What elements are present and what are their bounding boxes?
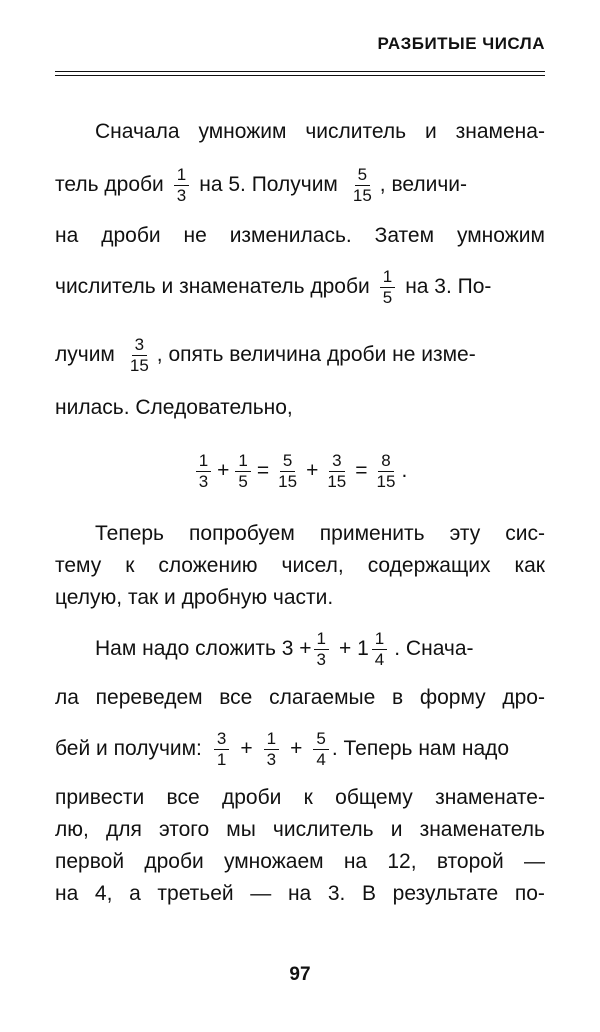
fraction <box>313 730 328 769</box>
fraction <box>380 268 395 307</box>
text: целую, так и дробную части. <box>55 586 334 609</box>
text: нилась. Следовательно, <box>55 396 293 419</box>
word: форму <box>419 686 486 709</box>
word: умножим <box>456 224 545 247</box>
word: в <box>391 686 404 709</box>
word: третьей <box>157 882 234 905</box>
word: этого <box>158 818 210 841</box>
fraction <box>127 336 152 375</box>
text-line <box>55 882 545 906</box>
fraction <box>235 452 250 491</box>
text-line <box>55 166 545 205</box>
denominator: 1 <box>216 749 227 769</box>
word: все <box>219 686 253 709</box>
word: попробуем <box>189 522 295 545</box>
text-line <box>55 850 545 874</box>
word: дроби <box>144 850 204 873</box>
fraction <box>174 166 189 205</box>
numerator: 3 <box>132 336 147 356</box>
text-line <box>95 522 545 546</box>
fraction <box>264 730 279 769</box>
text-line <box>55 730 545 769</box>
text: Нам надо сложить 3 + <box>95 637 312 661</box>
word: не <box>183 224 207 247</box>
text-line <box>55 586 545 610</box>
word: второй <box>436 850 504 873</box>
word: Сначала <box>95 120 180 143</box>
numerator: 1 <box>196 452 211 472</box>
text: + 1 <box>339 637 369 661</box>
word: числитель <box>272 818 374 841</box>
numerator: 1 <box>372 630 387 650</box>
word: на <box>55 882 79 905</box>
numerator: 1 <box>174 166 189 186</box>
numerator: 3 <box>329 452 344 472</box>
header-rule-top <box>55 71 545 72</box>
text: лучим <box>55 343 115 367</box>
text-line <box>55 396 545 420</box>
numerator: 1 <box>314 630 329 650</box>
word: чисел, <box>281 554 344 577</box>
fraction <box>372 630 387 669</box>
text: , опять величина дроби не изме- <box>156 343 476 367</box>
word: дро- <box>502 686 545 709</box>
numerator: 5 <box>280 452 295 472</box>
fraction <box>324 452 349 491</box>
denominator: 15 <box>129 355 149 375</box>
word: — <box>250 882 272 905</box>
text-line <box>95 630 545 669</box>
word: дроби <box>101 224 161 247</box>
numerator: 3 <box>214 730 229 750</box>
word: на <box>55 224 79 247</box>
word: привести <box>55 786 145 809</box>
word: как <box>514 554 545 577</box>
denominator: 3 <box>316 649 327 669</box>
fraction <box>350 166 375 205</box>
text-line <box>55 268 545 307</box>
fraction <box>314 630 329 669</box>
word: тему <box>55 554 102 577</box>
denominator: 15 <box>352 185 372 205</box>
word: для <box>105 818 142 841</box>
word: все <box>166 786 200 809</box>
word: умножим <box>198 120 287 143</box>
text-line <box>95 120 545 144</box>
word: дроби <box>221 786 282 809</box>
text-line <box>55 336 545 375</box>
equals-sign: = <box>256 459 270 483</box>
fraction <box>374 452 399 491</box>
word: содержащих <box>367 554 491 577</box>
word: сложению <box>158 554 258 577</box>
word: на <box>343 850 368 873</box>
word: результате <box>392 882 499 905</box>
word: — <box>523 850 545 873</box>
plus-sign: + <box>240 737 253 761</box>
word: знаменате- <box>435 786 545 809</box>
text: бей и получим: <box>55 737 202 761</box>
denominator: 3 <box>198 471 209 491</box>
numerator: 5 <box>313 730 328 750</box>
numerator: 1 <box>264 730 279 750</box>
text: , величи- <box>379 173 468 197</box>
denominator: 3 <box>266 749 277 769</box>
denominator: 15 <box>376 471 396 491</box>
word: на <box>287 882 312 905</box>
word: знаменатель <box>419 818 545 841</box>
word: и <box>390 818 403 841</box>
word: общему <box>335 786 413 809</box>
denominator: 15 <box>278 471 298 491</box>
numerator: 1 <box>235 452 250 472</box>
denominator: 15 <box>327 471 347 491</box>
numerator: 1 <box>380 268 395 288</box>
page-number: 97 <box>289 964 311 985</box>
fraction <box>275 452 300 491</box>
text-line <box>55 818 545 842</box>
word: к <box>125 554 135 577</box>
plus-sign: + <box>290 737 303 761</box>
word: сис- <box>505 522 545 545</box>
denominator: 5 <box>238 471 248 491</box>
word: Затем <box>374 224 435 247</box>
word: числитель <box>305 120 407 143</box>
text: . Снача- <box>394 637 474 661</box>
denominator: 4 <box>374 649 385 669</box>
text: числитель и знаменатель дроби <box>55 275 370 299</box>
word: мы <box>226 818 256 841</box>
word: применить <box>319 522 425 545</box>
word: по- <box>514 882 545 905</box>
word: 12, <box>387 850 417 873</box>
text: на 5. Получим <box>199 173 338 197</box>
numerator: 5 <box>355 166 370 186</box>
period: . <box>401 459 408 483</box>
word: В <box>362 882 377 905</box>
word: изменилась. <box>229 224 352 247</box>
word: ла <box>55 686 79 709</box>
text: . Теперь нам надо <box>331 737 510 761</box>
header-rule-bottom <box>55 75 545 76</box>
word: знамена- <box>455 120 545 143</box>
denominator: 3 <box>176 185 187 205</box>
text: на 3. По- <box>405 275 492 299</box>
word: эту <box>449 522 481 545</box>
denominator: 5 <box>382 287 393 307</box>
plus-sign: + <box>306 459 319 483</box>
word: 4, <box>94 882 113 905</box>
word: Теперь <box>95 522 164 545</box>
word: умножаем <box>223 850 324 873</box>
fraction <box>214 730 229 769</box>
text-line <box>55 554 545 578</box>
word: а <box>129 882 141 905</box>
word: к <box>303 786 313 809</box>
equation <box>55 452 545 491</box>
text-line <box>55 686 545 710</box>
plus-sign: + <box>217 459 230 483</box>
running-header: РАЗБИТЫЕ ЧИСЛА <box>377 34 545 53</box>
numerator: 8 <box>378 452 393 472</box>
word: слагаемые <box>269 686 376 709</box>
text-line <box>55 224 545 248</box>
word: 3. <box>327 882 346 905</box>
word: и <box>425 120 437 143</box>
fraction <box>196 452 211 491</box>
denominator: 4 <box>316 749 326 769</box>
word: переведем <box>95 686 203 709</box>
text-line <box>55 786 545 810</box>
text: тель дроби <box>55 173 164 197</box>
word: первой <box>55 850 125 873</box>
word: лю, <box>55 818 89 841</box>
equals-sign: = <box>355 459 368 483</box>
